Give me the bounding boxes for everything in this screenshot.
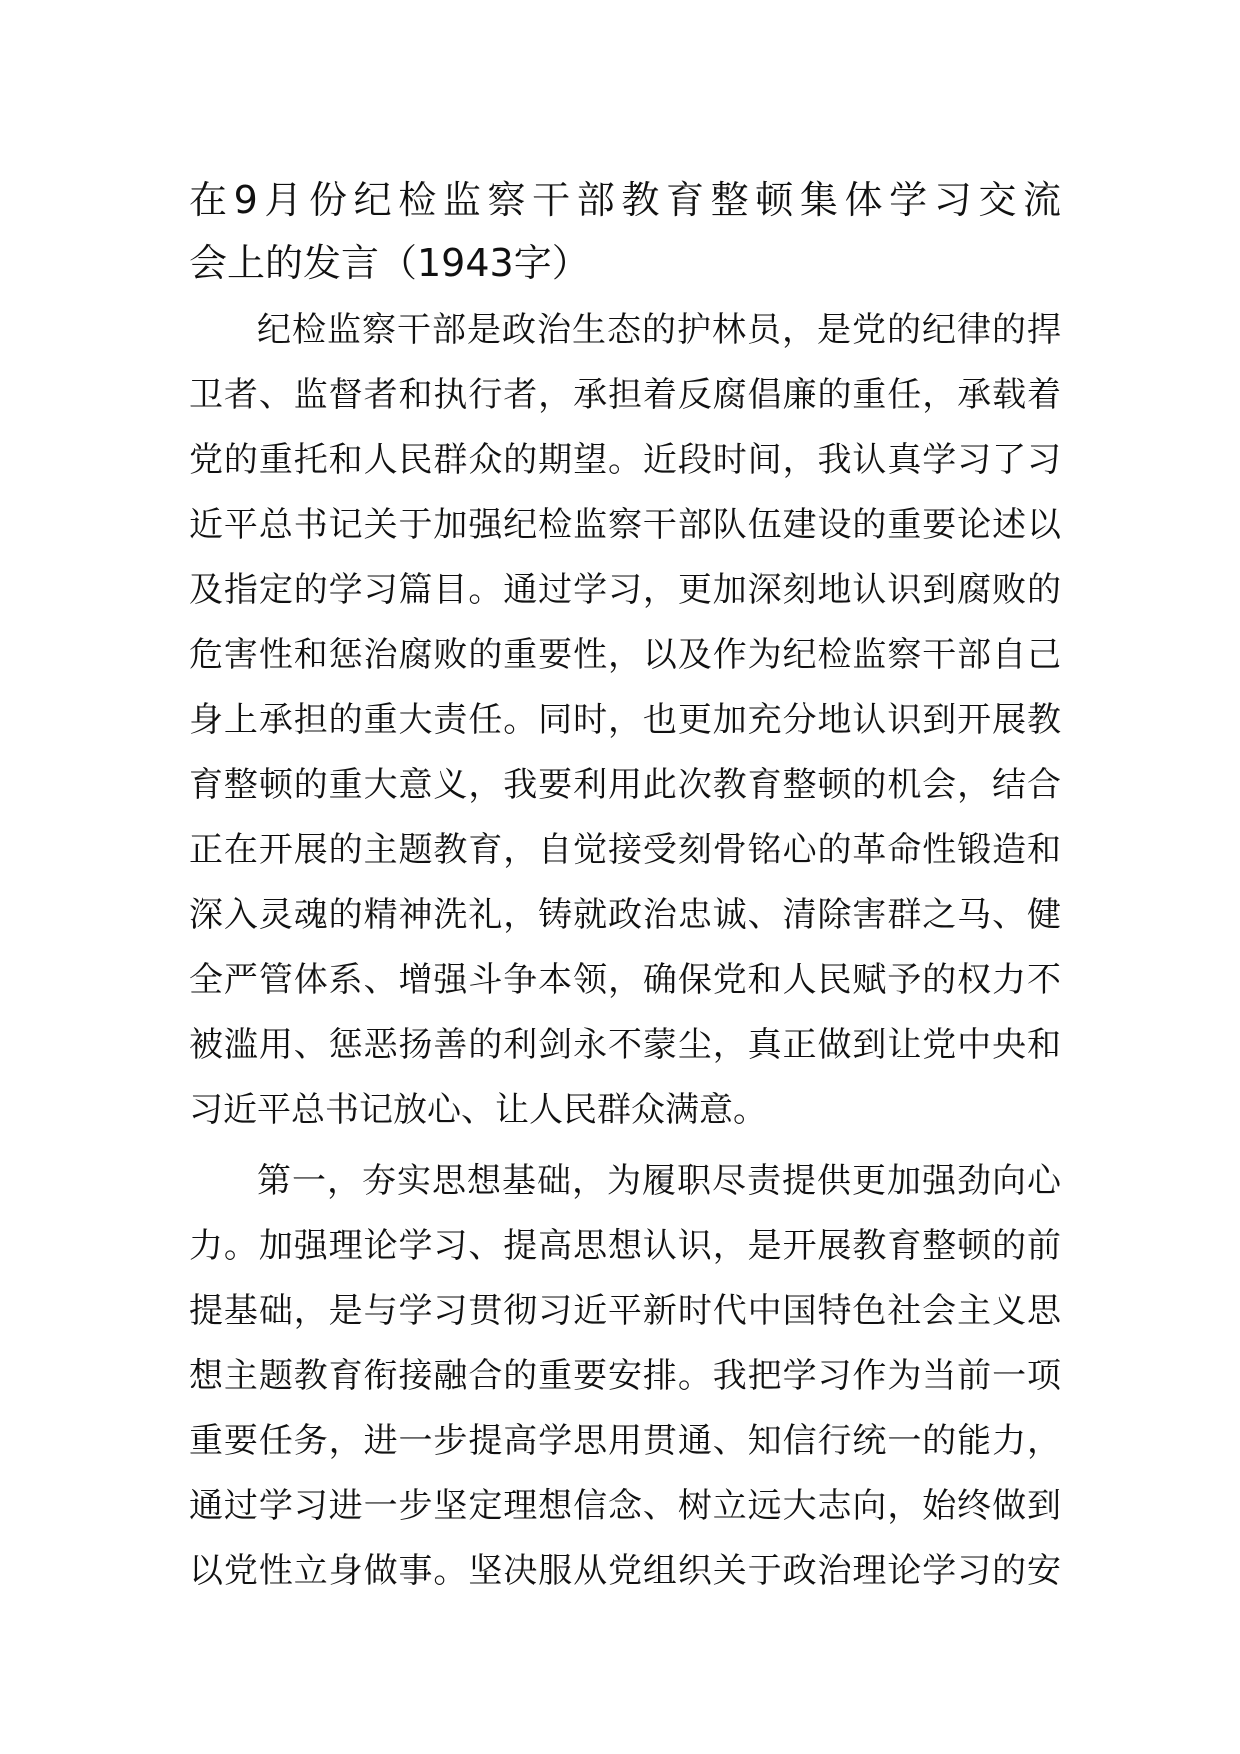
paragraph-1-line: 全严管体系、增强斗争本领，确保党和人民赋予的权力不 bbox=[189, 960, 1061, 1000]
paragraph-1-line: 及指定的学习篇目。通过学习，更加深刻地认识到腐败的 bbox=[189, 570, 1061, 610]
document-title-line-2: 会上的发言（1943字） bbox=[189, 241, 590, 285]
paragraph-2-line: 以党性立身做事。坚决服从党组织关于政治理论学习的安 bbox=[189, 1551, 1061, 1591]
paragraph-1-line: 习近平总书记放心、让人民群众满意。 bbox=[189, 1090, 767, 1130]
paragraph-1-line: 卫者、监督者和执行者，承担着反腐倡廉的重任，承载着 bbox=[189, 375, 1061, 415]
document-title-line-1: 在9月份纪检监察干部教育整顿集体学习交流 bbox=[189, 178, 1061, 222]
paragraph-2-line: 通过学习进一步坚定理想信念、树立远大志向，始终做到 bbox=[189, 1486, 1061, 1526]
paragraph-2-line: 想主题教育衔接融合的重要安排。我把学习作为当前一项 bbox=[189, 1356, 1061, 1396]
paragraph-1-line: 危害性和惩治腐败的重要性，以及作为纪检监察干部自己 bbox=[189, 635, 1061, 675]
paragraph-1-line: 正在开展的主题教育，自觉接受刻骨铭心的革命性锻造和 bbox=[189, 830, 1061, 870]
paragraph-2-line: 力。加强理论学习、提高思想认识，是开展教育整顿的前 bbox=[189, 1226, 1061, 1266]
paragraph-1-line: 纪检监察干部是政治生态的护林员，是党的纪律的捍 bbox=[257, 310, 1061, 350]
paragraph-1-line: 深入灵魂的精神洗礼，铸就政治忠诚、清除害群之马、健 bbox=[189, 895, 1061, 935]
paragraph-1-line: 身上承担的重大责任。同时，也更加充分地认识到开展教 bbox=[189, 700, 1061, 740]
paragraph-2-line: 重要任务，进一步提高学思用贯通、知信行统一的能力， bbox=[189, 1421, 1061, 1461]
paragraph-1-line: 党的重托和人民群众的期望。近段时间，我认真学习了习 bbox=[189, 440, 1061, 480]
paragraph-1-line: 被滥用、惩恶扬善的利剑永不蒙尘，真正做到让党中央和 bbox=[189, 1025, 1061, 1065]
paragraph-1-line: 近平总书记关于加强纪检监察干部队伍建设的重要论述以 bbox=[189, 505, 1061, 545]
paragraph-2-line: 第一，夯实思想基础，为履职尽责提供更加强劲向心 bbox=[257, 1161, 1061, 1201]
paragraph-2-line: 提基础，是与学习贯彻习近平新时代中国特色社会主义思 bbox=[189, 1291, 1061, 1331]
paragraph-1-line: 育整顿的重大意义，我要利用此次教育整顿的机会，结合 bbox=[189, 765, 1061, 805]
